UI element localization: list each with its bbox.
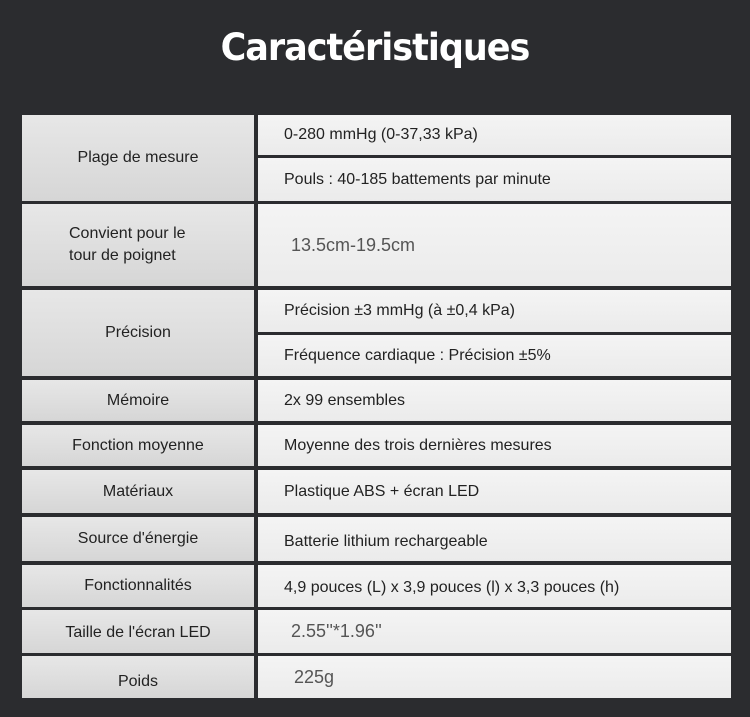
- spec-label-screen-size: Taille de l'écran LED: [22, 610, 254, 653]
- spec-label-memory: Mémoire: [22, 380, 254, 421]
- spec-label-average: Fonction moyenne: [22, 425, 254, 466]
- spec-label-weight: Poids: [22, 656, 254, 698]
- spec-value-memory: 2x 99 ensembles: [258, 380, 731, 421]
- spec-label-wrist-line2: tour de poignet: [69, 247, 176, 264]
- spec-label-materials: Matériaux: [22, 470, 254, 513]
- spec-value-average: Moyenne des trois dernières mesures: [258, 425, 731, 466]
- page-title: Caractéristiques: [220, 26, 530, 70]
- spec-value-power: Batterie lithium rechargeable: [258, 517, 731, 561]
- spec-label-wrist: [22, 204, 254, 286]
- spec-label-range: Plage de mesure: [22, 115, 254, 201]
- spec-value-pressure-range: 0-280 mmHg (0-37,33 kPa): [258, 115, 731, 155]
- spec-value-materials: Plastique ABS + écran LED: [258, 470, 731, 513]
- spec-value-dimensions: 4,9 pouces (L) x 3,9 pouces (l) x 3,3 pouces (h): [258, 565, 731, 607]
- spec-value-pressure-precision: Précision ±3 mmHg (à ±0,4 kPa): [258, 290, 731, 332]
- spec-value-screen-size: 2.55''*1.96'': [258, 610, 731, 653]
- spec-value-weight: 225g: [258, 656, 731, 698]
- spec-value-heart-precision: Fréquence cardiaque : Précision ±5%: [258, 335, 731, 376]
- spec-value-wrist: 13.5cm-19.5cm: [258, 204, 731, 286]
- spec-value-pulse-range: Pouls : 40-185 battements par minute: [258, 158, 731, 201]
- spec-label-wrist-line1: Convient pour le: [69, 225, 186, 242]
- spec-label-precision: Précision: [22, 290, 254, 376]
- spec-label-power: Source d'énergie: [22, 517, 254, 561]
- spec-label-features: Fonctionnalités: [22, 565, 254, 607]
